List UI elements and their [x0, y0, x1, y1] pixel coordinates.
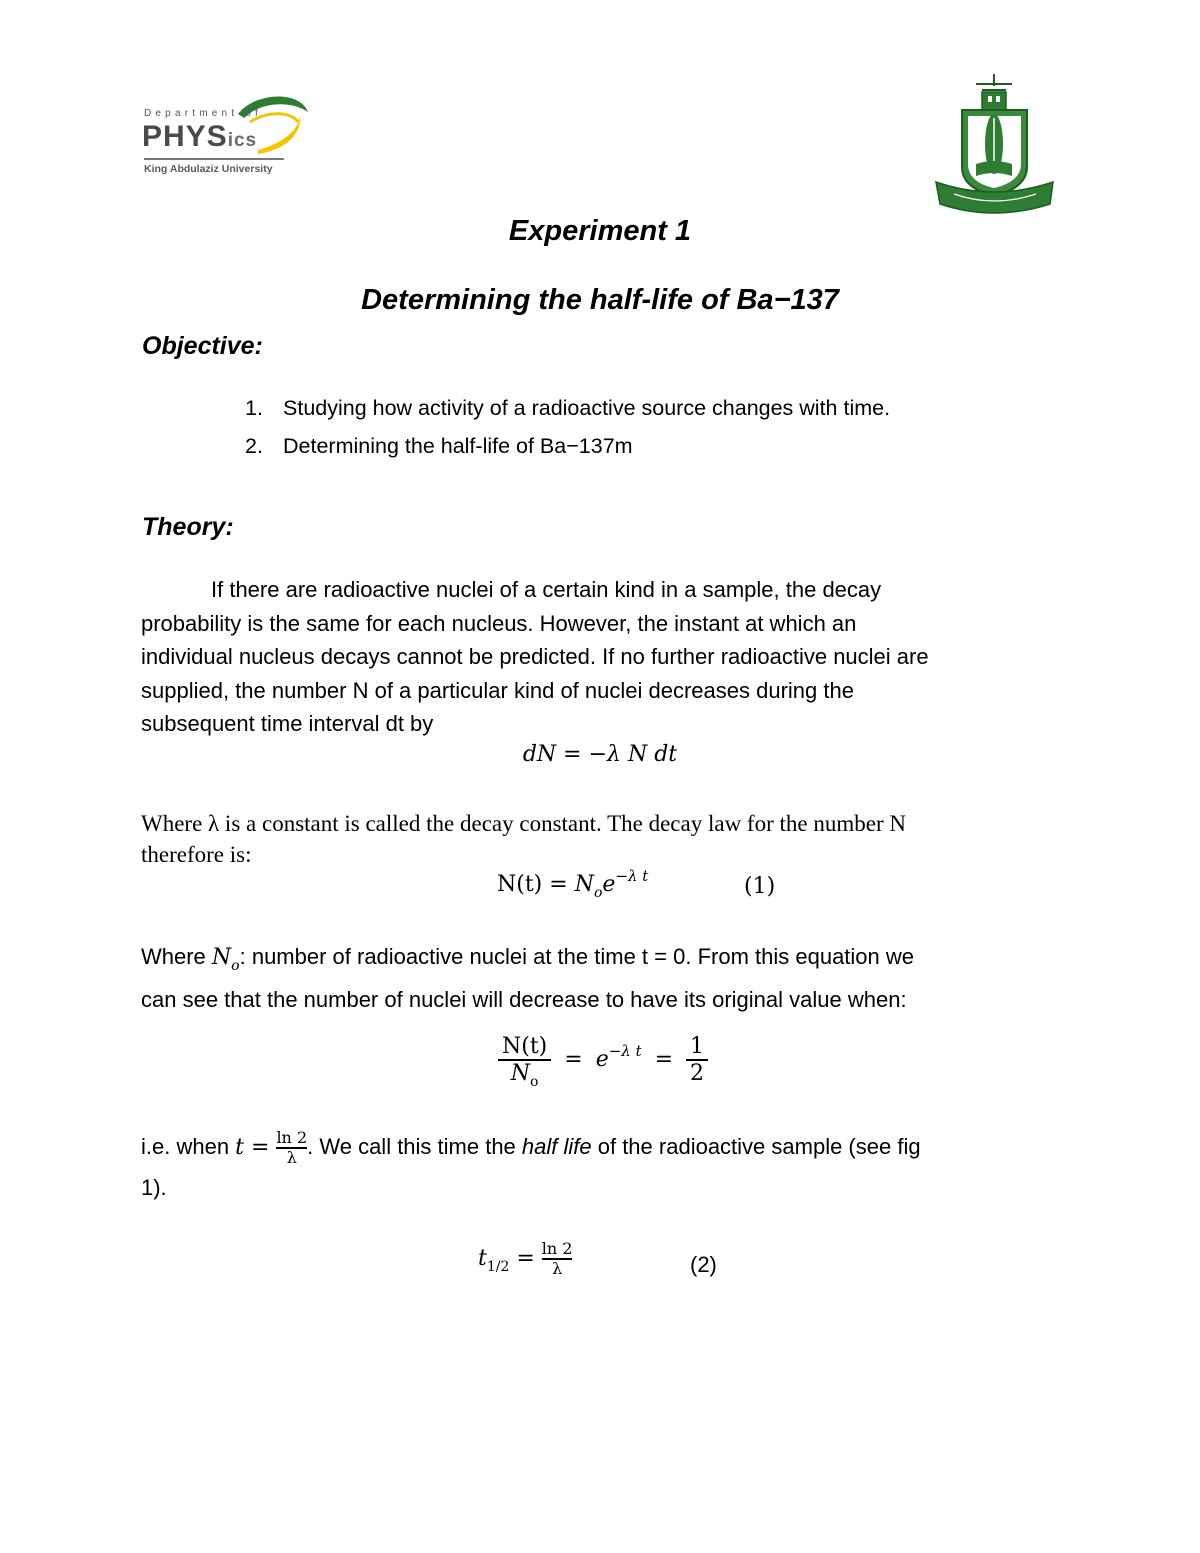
- theory-heading: Theory:: [142, 513, 234, 541]
- objective-item-1: [245, 396, 890, 421]
- paragraph-line: If there are radioactive nuclei of a certain kind in a sample, the decay: [211, 577, 882, 602]
- ratio-fraction: [498, 1034, 551, 1090]
- symbol-t: t: [235, 1135, 245, 1160]
- fraction-numerator: N(t): [502, 1034, 548, 1059]
- equation-N: N: [574, 872, 594, 897]
- decay-law-equation: [497, 867, 649, 901]
- kau-seal-logo: [932, 72, 1057, 222]
- denominator-sub: o: [530, 1074, 539, 1090]
- equation-1-label: (1): [744, 874, 776, 899]
- half-value-equation: [498, 1034, 708, 1090]
- fraction-denominator: [498, 1061, 551, 1090]
- text-span: Where: [141, 944, 212, 969]
- paragraph-line: can see that the number of nuclei will decrease to have its original value when:: [141, 987, 907, 1012]
- equation-e: e: [602, 872, 616, 897]
- fraction-denominator: λ: [286, 1147, 297, 1167]
- fraction-numerator: 1: [690, 1034, 705, 1059]
- equals-sign: =: [244, 1135, 277, 1160]
- paragraph-line: [141, 937, 1061, 980]
- equals-sign: =: [509, 1245, 542, 1271]
- text-span: : number of radioactive nuclei at the time t = 0. From this equation we: [239, 944, 915, 969]
- objective-heading: Objective:: [142, 332, 263, 360]
- denominator-N: N: [510, 1061, 531, 1086]
- kau-seal-icon: [932, 72, 1057, 222]
- objective-item-2: [245, 434, 633, 459]
- text-span: of the radioactive sample (see fig: [591, 1134, 921, 1159]
- symbol-sub: o: [231, 958, 240, 974]
- equals-sign: =: [564, 1047, 583, 1072]
- equals-sign: =: [654, 1047, 674, 1072]
- exp-e: e: [595, 1047, 609, 1072]
- symbol-t: t: [478, 1245, 487, 1271]
- equation-exponent: −λ t: [615, 867, 649, 885]
- paragraph-line: therefore is:: [141, 842, 252, 867]
- list-number: 1.: [245, 396, 263, 420]
- equation-lhs: N(t) =: [497, 872, 575, 897]
- experiment-subtitle: Determining the half-life of Ba−137: [361, 284, 839, 316]
- university-name: King Abdulaziz University: [144, 163, 273, 175]
- text-span: i.e. when: [141, 1134, 236, 1159]
- symbol-sub: 1/2: [486, 1258, 510, 1275]
- phys-text: PHYS: [142, 120, 228, 153]
- paragraph-line: individual nucleus decays cannot be predicted. If no further radioactive nuclei are: [141, 644, 929, 669]
- paragraph-line: supplied, the number N of a particular kind of nuclei decreases during the: [141, 677, 854, 703]
- list-text: Determining the half-life of Ba−137m: [283, 434, 633, 458]
- paragraph-line: 1).: [141, 1175, 167, 1200]
- fraction-denominator: 2: [690, 1061, 705, 1086]
- physics-wordmark: [142, 120, 257, 154]
- ln2-over-lambda-fraction: [542, 1240, 573, 1278]
- ln2-over-lambda-fraction: [276, 1129, 307, 1167]
- paragraph-line: Where λ is a constant is called the decay constant. The decay law for the number N: [141, 811, 906, 836]
- paragraph-line: subsequent time interval dt by: [141, 711, 434, 736]
- fraction-numerator: ln 2: [541, 1239, 573, 1258]
- logo-divider: [144, 158, 284, 160]
- theory-paragraph-2: [141, 808, 1061, 870]
- theory-paragraph-4: [141, 1124, 1061, 1211]
- physics-department-logo: [140, 92, 315, 182]
- paragraph-line: [141, 1124, 1061, 1171]
- theory-paragraph-1: [141, 573, 1061, 741]
- fraction-numerator: ln 2: [276, 1128, 308, 1148]
- paragraph-line: probability is the same for each nucleus. However, the instant at which an: [141, 610, 857, 636]
- equation-sub: o: [593, 885, 603, 901]
- half-fraction: [686, 1034, 708, 1086]
- decay-rate-equation: dN = −λ N dt: [522, 742, 678, 767]
- list-text: Studying how activity of a radioactive source changes with time.: [283, 396, 891, 420]
- exp-power: −λ t: [608, 1042, 642, 1060]
- ics-text: ics: [227, 130, 258, 151]
- equation-2-label: (2): [690, 1252, 717, 1277]
- theory-paragraph-3: [141, 937, 1061, 1020]
- experiment-title: Experiment 1: [508, 215, 692, 247]
- department-of-text: Department of: [144, 108, 262, 119]
- half-life-term: half life: [521, 1134, 592, 1159]
- list-number: 2.: [245, 434, 263, 458]
- text-span: . We call this time the: [307, 1134, 522, 1159]
- fraction-denominator: λ: [552, 1258, 563, 1278]
- symbol-N: N: [211, 945, 232, 970]
- half-life-equation: [478, 1240, 572, 1278]
